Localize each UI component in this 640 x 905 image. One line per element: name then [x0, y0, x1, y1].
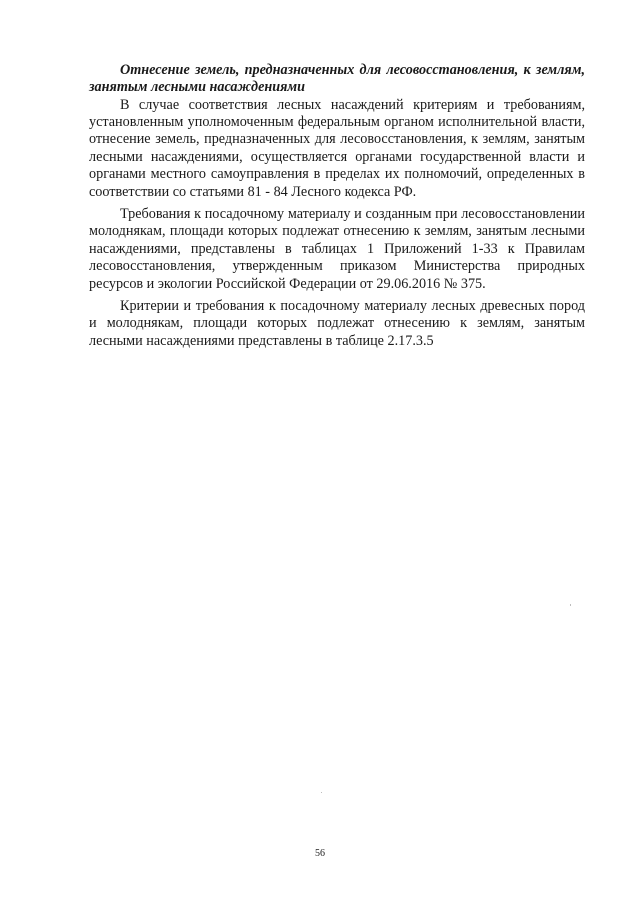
document-body — [89, 62, 585, 350]
scan-speck — [570, 604, 571, 606]
paragraph-planting-material-requirements: Требования к посадочному материалу и созданным при лесовосстановлении молоднякам, площади которых подлежат отнесению к землям, занятым лесными насаждениями, представлены в таблицах 1 Приложений 1-33 к Правилам лесовосстановления, утвержденным приказом Министерства природных ресурсов и экологии Российской Федерации от 29.06.2016 № 375. — [89, 206, 585, 292]
paragraph-reforestation-classification: В случае соответствия лесных насаждений критериям и требованиям, установленным уполномоченным федеральным органом исполнительной власти, отнесение земель, предназначенных для лесовосстановления, к землям, занятым лесными насаждениями, осуществляется органами государственной власти и органами местного самоуправления в пределах их полномочий, определенных в соответствии со статьями 81 - 84 Лесного кодекса РФ. — [89, 96, 585, 200]
scan-speck — [321, 792, 322, 793]
paragraph-criteria-table-reference: Критерии и требования к посадочному материалу лесных древесных пород и молоднякам, площади которых подлежат отнесению к землям, занятым лесными насаждениями представлены в таблице 2.17.3.5 — [89, 298, 585, 349]
section-heading: Отнесение земель, предназначенных для лесовосстановления, к землям, занятым лесными насаждениями — [89, 62, 585, 96]
page-number: 56 — [315, 848, 325, 859]
